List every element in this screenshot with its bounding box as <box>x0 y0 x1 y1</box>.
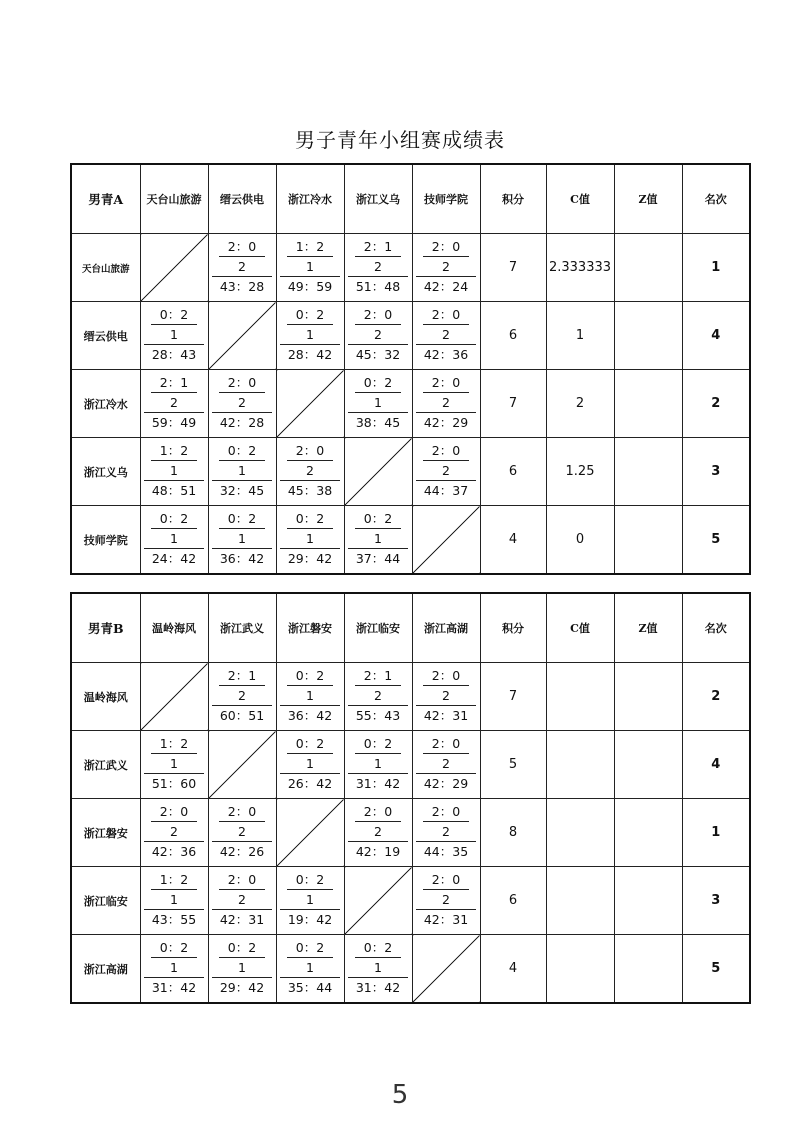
match-set-score: 0：2 <box>287 738 333 754</box>
column-header: 积分 <box>480 593 546 663</box>
match-score <box>345 241 412 294</box>
match-result-cell <box>344 302 412 370</box>
match-score <box>345 670 412 723</box>
match-set-score: 0：2 <box>287 874 333 890</box>
match-score <box>209 377 276 430</box>
points-value: 7 <box>480 234 546 302</box>
match-points: 1 <box>348 393 408 414</box>
match-points: 1 <box>280 257 340 278</box>
column-header: 浙江武义 <box>208 593 276 663</box>
match-set-score: 0：2 <box>151 942 197 958</box>
game-point-score: 36：42 <box>219 551 265 567</box>
match-points: 1 <box>280 890 340 911</box>
match-set-score: 2：0 <box>423 670 469 686</box>
rank-value: 3 <box>682 438 750 506</box>
game-point-score: 59：49 <box>151 415 197 431</box>
match-set-score: 0：2 <box>151 513 197 529</box>
c-value: 1.25 <box>546 438 614 506</box>
diagonal-cell <box>208 731 276 799</box>
match-result-cell <box>412 799 480 867</box>
game-point-score: 28：42 <box>287 347 333 363</box>
match-set-score: 2：1 <box>151 377 197 393</box>
match-result-cell <box>344 370 412 438</box>
match-result-cell <box>208 370 276 438</box>
game-point-score: 51：60 <box>151 776 197 792</box>
match-score <box>141 806 208 859</box>
game-point-score: 43：28 <box>219 279 265 295</box>
rank-value: 2 <box>682 663 750 731</box>
match-result-cell <box>140 731 208 799</box>
match-result-cell <box>208 438 276 506</box>
match-set-score: 2：0 <box>423 874 469 890</box>
match-result-cell <box>208 663 276 731</box>
match-score <box>413 806 480 859</box>
match-result-cell <box>276 731 344 799</box>
match-score <box>141 377 208 430</box>
match-result-cell <box>208 799 276 867</box>
column-header: 浙江磐安 <box>276 593 344 663</box>
match-points: 1 <box>348 529 408 550</box>
match-score <box>209 670 276 723</box>
game-point-score: 42：19 <box>355 844 401 860</box>
match-score <box>345 309 412 362</box>
game-point-score: 31：42 <box>355 776 401 792</box>
game-point-score: 42：28 <box>219 415 265 431</box>
game-point-score: 45：38 <box>287 483 333 499</box>
match-result-cell <box>140 302 208 370</box>
match-set-score: 2：1 <box>355 241 401 257</box>
match-set-score: 0：2 <box>287 309 333 325</box>
match-score <box>141 445 208 498</box>
match-points: 2 <box>212 890 272 911</box>
column-header: C值 <box>546 593 614 663</box>
game-point-score: 43：55 <box>151 912 197 928</box>
match-result-cell <box>344 663 412 731</box>
column-header: 浙江高湖 <box>412 593 480 663</box>
game-point-score: 42：26 <box>219 844 265 860</box>
header-row <box>71 164 750 234</box>
match-score <box>413 738 480 791</box>
game-point-score: 55：43 <box>355 708 401 724</box>
match-score <box>277 445 344 498</box>
column-header: C值 <box>546 164 614 234</box>
c-value <box>546 731 614 799</box>
match-points: 2 <box>212 393 272 414</box>
table-row <box>71 731 750 799</box>
game-point-score: 44：37 <box>423 483 469 499</box>
points-value: 6 <box>480 867 546 935</box>
match-score <box>277 241 344 294</box>
match-points: 1 <box>280 958 340 979</box>
match-result-cell <box>276 867 344 935</box>
column-header: 浙江义乌 <box>344 164 412 234</box>
row-team-name: 缙云供电 <box>71 302 140 370</box>
match-score <box>345 377 412 430</box>
c-value <box>546 935 614 1004</box>
diagonal-cell <box>344 867 412 935</box>
row-team-name: 浙江义乌 <box>71 438 140 506</box>
z-value <box>614 302 682 370</box>
match-score <box>141 942 208 995</box>
match-result-cell <box>412 438 480 506</box>
diagonal-cell <box>208 302 276 370</box>
match-set-score: 1：2 <box>287 241 333 257</box>
match-result-cell <box>140 935 208 1004</box>
match-points: 2 <box>416 686 476 707</box>
match-score <box>141 513 208 566</box>
match-set-score: 2：0 <box>423 445 469 461</box>
match-set-score: 2：0 <box>355 309 401 325</box>
match-score <box>277 309 344 362</box>
row-team-name: 温岭海风 <box>71 663 140 731</box>
points-value: 4 <box>480 935 546 1004</box>
match-set-score: 0：2 <box>219 445 265 461</box>
z-value <box>614 867 682 935</box>
game-point-score: 36：42 <box>287 708 333 724</box>
match-points: 2 <box>416 393 476 414</box>
c-value <box>546 799 614 867</box>
match-result-cell <box>208 506 276 575</box>
game-point-score: 37：44 <box>355 551 401 567</box>
game-point-score: 42：29 <box>423 415 469 431</box>
match-set-score: 2：0 <box>423 241 469 257</box>
match-result-cell <box>276 438 344 506</box>
match-set-score: 2：0 <box>219 874 265 890</box>
points-value: 7 <box>480 663 546 731</box>
game-point-score: 45：32 <box>355 347 401 363</box>
match-points: 2 <box>280 461 340 482</box>
points-value: 4 <box>480 506 546 575</box>
z-value <box>614 799 682 867</box>
match-points: 1 <box>212 529 272 550</box>
match-set-score: 2：1 <box>355 670 401 686</box>
table-row <box>71 935 750 1004</box>
match-points: 1 <box>144 754 204 775</box>
match-set-score: 0：2 <box>355 738 401 754</box>
z-value <box>614 438 682 506</box>
row-team-name: 浙江武义 <box>71 731 140 799</box>
match-points: 1 <box>144 529 204 550</box>
table-row <box>71 506 750 575</box>
match-result-cell <box>412 731 480 799</box>
match-result-cell <box>412 370 480 438</box>
match-points: 2 <box>348 686 408 707</box>
z-value <box>614 234 682 302</box>
game-point-score: 42：31 <box>219 912 265 928</box>
table-row <box>71 438 750 506</box>
game-point-score: 42：36 <box>151 844 197 860</box>
z-value <box>614 663 682 731</box>
diagonal-cell <box>276 370 344 438</box>
match-points: 1 <box>280 754 340 775</box>
match-points: 1 <box>144 461 204 482</box>
diagonal-cell <box>276 799 344 867</box>
table-row <box>71 799 750 867</box>
match-set-score: 0：2 <box>287 670 333 686</box>
table-row <box>71 663 750 731</box>
game-point-score: 29：42 <box>219 980 265 996</box>
match-result-cell <box>276 935 344 1004</box>
match-result-cell <box>208 935 276 1004</box>
column-header: 温岭海风 <box>140 593 208 663</box>
column-header: 浙江临安 <box>344 593 412 663</box>
match-result-cell <box>208 234 276 302</box>
match-score <box>413 670 480 723</box>
match-score <box>277 942 344 995</box>
match-set-score: 2：0 <box>287 445 333 461</box>
match-points: 1 <box>212 461 272 482</box>
game-point-score: 60：51 <box>219 708 265 724</box>
column-header: 名次 <box>682 164 750 234</box>
game-point-score: 35：44 <box>287 980 333 996</box>
game-point-score: 24：42 <box>151 551 197 567</box>
match-set-score: 2：0 <box>423 309 469 325</box>
match-score <box>345 513 412 566</box>
match-result-cell <box>344 234 412 302</box>
match-set-score: 1：2 <box>151 445 197 461</box>
match-points: 1 <box>144 325 204 346</box>
rank-value: 2 <box>682 370 750 438</box>
match-score <box>209 513 276 566</box>
match-points: 2 <box>144 393 204 414</box>
z-value <box>614 935 682 1004</box>
match-points: 1 <box>144 890 204 911</box>
z-value <box>614 370 682 438</box>
match-points: 1 <box>280 325 340 346</box>
match-points: 2 <box>348 257 408 278</box>
rank-value: 4 <box>682 731 750 799</box>
game-point-score: 31：42 <box>355 980 401 996</box>
points-value: 7 <box>480 370 546 438</box>
match-result-cell <box>412 234 480 302</box>
game-point-score: 48：51 <box>151 483 197 499</box>
match-result-cell <box>276 302 344 370</box>
page-number: 5 <box>391 1080 409 1110</box>
diagonal-cell <box>140 234 208 302</box>
match-points: 2 <box>416 257 476 278</box>
points-value: 8 <box>480 799 546 867</box>
game-point-score: 28：43 <box>151 347 197 363</box>
match-result-cell <box>276 663 344 731</box>
column-header: 天台山旅游 <box>140 164 208 234</box>
match-result-cell <box>344 731 412 799</box>
column-header: 积分 <box>480 164 546 234</box>
match-points: 2 <box>348 325 408 346</box>
rank-value: 4 <box>682 302 750 370</box>
match-result-cell <box>412 302 480 370</box>
match-points: 1 <box>280 686 340 707</box>
z-value <box>614 731 682 799</box>
match-result-cell <box>140 370 208 438</box>
diagonal-cell <box>344 438 412 506</box>
diagonal-cell <box>412 935 480 1004</box>
match-score <box>277 670 344 723</box>
match-set-score: 2：0 <box>219 241 265 257</box>
c-value: 2.333333 <box>546 234 614 302</box>
match-score <box>209 942 276 995</box>
match-points: 2 <box>416 325 476 346</box>
column-header: Z值 <box>614 164 682 234</box>
match-points: 2 <box>416 461 476 482</box>
row-team-name: 天台山旅游 <box>71 234 140 302</box>
match-score <box>413 309 480 362</box>
match-score <box>345 942 412 995</box>
diagonal-cell <box>140 663 208 731</box>
match-points: 1 <box>144 958 204 979</box>
match-result-cell <box>140 799 208 867</box>
match-result-cell <box>208 867 276 935</box>
match-score <box>413 241 480 294</box>
c-value: 2 <box>546 370 614 438</box>
match-score <box>141 309 208 362</box>
c-value: 0 <box>546 506 614 575</box>
match-points: 2 <box>212 257 272 278</box>
row-team-name: 浙江高湖 <box>71 935 140 1004</box>
group-name: 男青B <box>71 593 140 663</box>
match-result-cell <box>344 935 412 1004</box>
match-result-cell <box>140 438 208 506</box>
match-score <box>141 738 208 791</box>
rank-value: 1 <box>682 799 750 867</box>
match-set-score: 2：0 <box>423 738 469 754</box>
match-score <box>277 513 344 566</box>
c-value <box>546 663 614 731</box>
match-points: 2 <box>212 686 272 707</box>
match-points: 2 <box>144 822 204 843</box>
match-result-cell <box>140 867 208 935</box>
match-score <box>209 445 276 498</box>
game-point-score: 44：35 <box>423 844 469 860</box>
match-score <box>209 806 276 859</box>
game-point-score: 42：36 <box>423 347 469 363</box>
match-score <box>345 738 412 791</box>
game-point-score: 42：29 <box>423 776 469 792</box>
match-score <box>345 806 412 859</box>
column-header: 技师学院 <box>412 164 480 234</box>
game-point-score: 29：42 <box>287 551 333 567</box>
game-point-score: 42：31 <box>423 708 469 724</box>
game-point-score: 51：48 <box>355 279 401 295</box>
c-value: 1 <box>546 302 614 370</box>
match-set-score: 2：0 <box>423 377 469 393</box>
column-header: 缙云供电 <box>208 164 276 234</box>
game-point-score: 38：45 <box>355 415 401 431</box>
match-set-score: 0：2 <box>355 942 401 958</box>
match-score <box>413 377 480 430</box>
row-team-name: 浙江临安 <box>71 867 140 935</box>
match-points: 2 <box>416 754 476 775</box>
header-row <box>71 593 750 663</box>
column-header: Z值 <box>614 593 682 663</box>
column-header: 浙江冷水 <box>276 164 344 234</box>
match-set-score: 2：0 <box>151 806 197 822</box>
row-team-name: 浙江冷水 <box>71 370 140 438</box>
z-value <box>614 506 682 575</box>
row-team-name: 技师学院 <box>71 506 140 575</box>
match-points: 2 <box>212 822 272 843</box>
game-point-score: 42：24 <box>423 279 469 295</box>
game-point-score: 19：42 <box>287 912 333 928</box>
match-result-cell <box>344 506 412 575</box>
group-a-table <box>70 163 751 575</box>
page-title: 男子青年小组赛成绩表 <box>295 128 505 152</box>
match-set-score: 0：2 <box>219 942 265 958</box>
match-result-cell <box>140 506 208 575</box>
column-header: 名次 <box>682 593 750 663</box>
match-set-score: 0：2 <box>287 942 333 958</box>
match-set-score: 2：0 <box>423 806 469 822</box>
match-points: 2 <box>348 822 408 843</box>
match-result-cell <box>276 506 344 575</box>
match-set-score: 2：0 <box>219 377 265 393</box>
match-score <box>277 738 344 791</box>
match-points: 1 <box>212 958 272 979</box>
match-points: 1 <box>348 958 408 979</box>
match-set-score: 1：2 <box>151 738 197 754</box>
rank-value: 1 <box>682 234 750 302</box>
points-value: 6 <box>480 438 546 506</box>
match-set-score: 2：0 <box>219 806 265 822</box>
match-set-score: 2：1 <box>219 670 265 686</box>
rank-value: 3 <box>682 867 750 935</box>
game-point-score: 49：59 <box>287 279 333 295</box>
table-row <box>71 867 750 935</box>
match-points: 1 <box>348 754 408 775</box>
game-point-score: 42：31 <box>423 912 469 928</box>
points-value: 6 <box>480 302 546 370</box>
match-score <box>209 874 276 927</box>
match-score <box>277 874 344 927</box>
match-points: 1 <box>280 529 340 550</box>
match-set-score: 0：2 <box>355 513 401 529</box>
match-set-score: 2：0 <box>355 806 401 822</box>
points-value: 5 <box>480 731 546 799</box>
group-b-table <box>70 592 751 1004</box>
match-result-cell <box>276 234 344 302</box>
group-name: 男青A <box>71 164 140 234</box>
match-points: 2 <box>416 822 476 843</box>
match-set-score: 0：2 <box>151 309 197 325</box>
table-row <box>71 370 750 438</box>
match-result-cell <box>344 799 412 867</box>
rank-value: 5 <box>682 506 750 575</box>
match-score <box>141 874 208 927</box>
match-score <box>209 241 276 294</box>
c-value <box>546 867 614 935</box>
game-point-score: 31：42 <box>151 980 197 996</box>
diagonal-cell <box>412 506 480 575</box>
match-score <box>413 445 480 498</box>
match-set-score: 0：2 <box>219 513 265 529</box>
game-point-score: 32：45 <box>219 483 265 499</box>
match-set-score: 0：2 <box>287 513 333 529</box>
match-set-score: 0：2 <box>355 377 401 393</box>
table-row <box>71 302 750 370</box>
table-row <box>71 234 750 302</box>
match-score <box>413 874 480 927</box>
match-result-cell <box>412 663 480 731</box>
row-team-name: 浙江磐安 <box>71 799 140 867</box>
game-point-score: 26：42 <box>287 776 333 792</box>
rank-value: 5 <box>682 935 750 1004</box>
match-points: 2 <box>416 890 476 911</box>
match-result-cell <box>412 867 480 935</box>
match-set-score: 1：2 <box>151 874 197 890</box>
